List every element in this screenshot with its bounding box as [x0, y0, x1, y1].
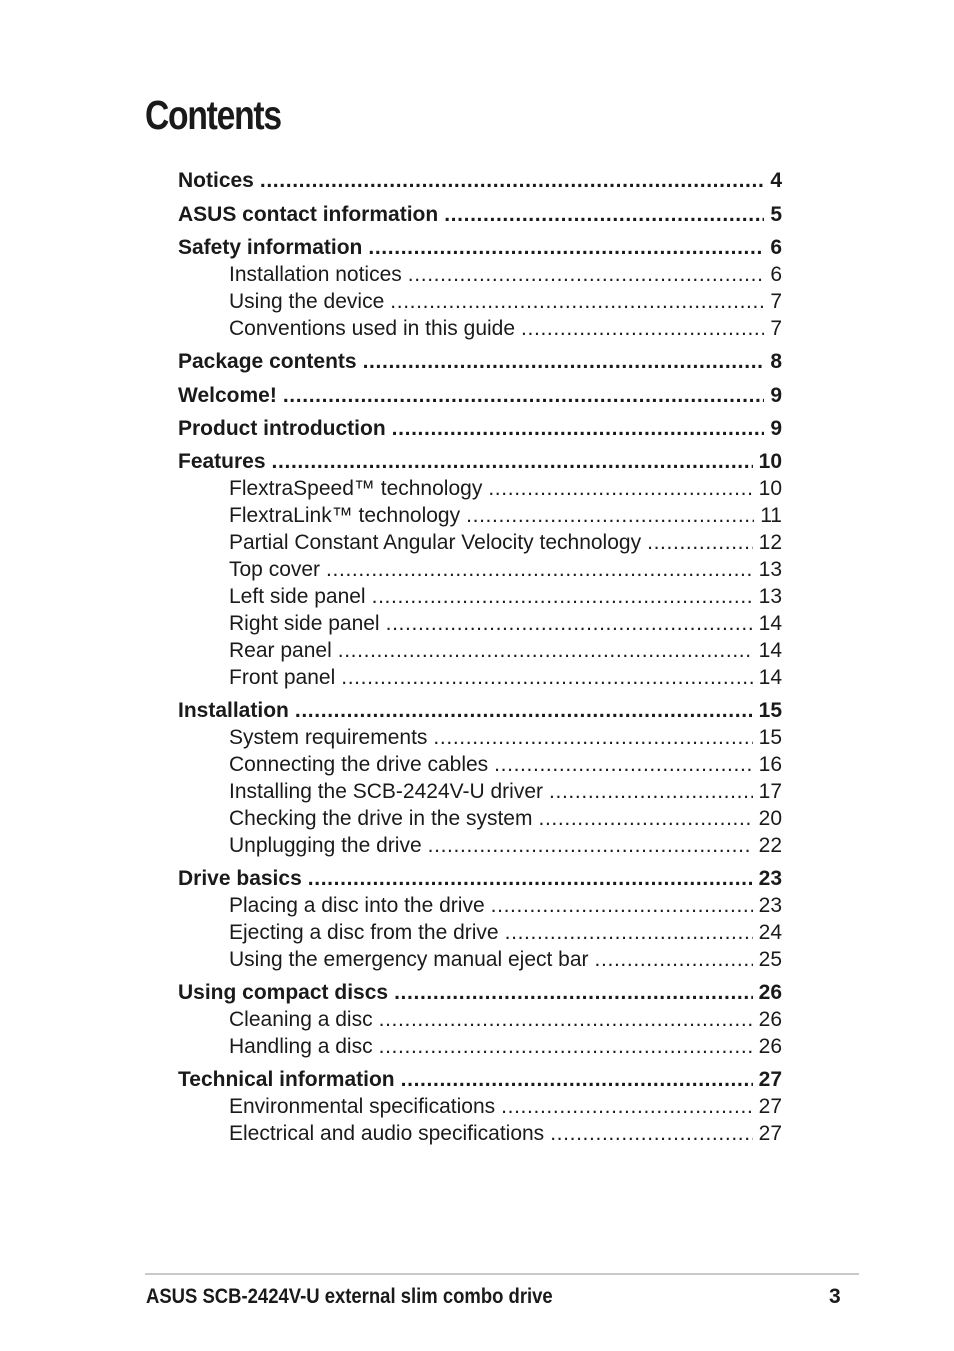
- toc-entry-label: Left side panel: [229, 585, 366, 608]
- toc-entry-page: 7: [770, 290, 782, 313]
- toc-entry-label: Package contents: [178, 350, 357, 373]
- toc-entry-page: 27: [758, 1095, 782, 1118]
- toc-entry-page: 15: [758, 726, 782, 749]
- dot-leader: [444, 201, 764, 228]
- toc-entry-label: Welcome!: [178, 384, 277, 407]
- dot-leader: [491, 892, 753, 919]
- toc-entry-label: Notices: [178, 169, 254, 192]
- toc-entry-installing-driver[interactable]: [229, 778, 782, 805]
- toc-entry-label: Rear panel: [229, 639, 332, 662]
- toc-entry-installation-notices[interactable]: [229, 261, 782, 288]
- toc-entry-page: 22: [758, 834, 782, 857]
- toc-entry-label: Installation notices: [229, 263, 402, 286]
- toc-entry-label: Using the emergency manual eject bar: [229, 948, 589, 971]
- toc-entry-page: 27: [758, 1122, 782, 1145]
- toc-entry-label: Safety information: [178, 236, 363, 259]
- toc-entry-page: 16: [758, 753, 782, 776]
- dot-leader: [390, 288, 764, 315]
- toc-entry-page: 14: [758, 612, 782, 635]
- toc-entry-label: Top cover: [229, 558, 321, 581]
- dot-leader: [326, 556, 753, 583]
- toc-entry-label: Placing a disc into the drive: [229, 894, 485, 917]
- toc-entry-page: 15: [758, 699, 782, 722]
- dot-leader: [379, 1033, 753, 1060]
- toc-entry-label: Connecting the drive cables: [229, 753, 489, 776]
- toc-entry-technical-information[interactable]: [178, 1066, 782, 1093]
- dot-leader: [295, 697, 753, 724]
- dot-leader: [363, 348, 765, 375]
- toc-entry-page: 10: [758, 450, 782, 473]
- toc-entry-welcome[interactable]: [178, 382, 782, 409]
- toc-entry-page: 27: [758, 1068, 782, 1091]
- toc-entry-page: 11: [760, 504, 782, 527]
- toc-entry-page: 25: [758, 948, 782, 971]
- toc-entry-using-compact-discs[interactable]: [178, 979, 782, 1006]
- dot-leader: [392, 415, 765, 442]
- toc-entry-page: 26: [758, 981, 782, 1004]
- toc-entry-page: 13: [758, 558, 782, 581]
- toc-entry-page: 14: [758, 639, 782, 662]
- toc-entry-page: 7: [770, 317, 782, 340]
- toc-entry-safety[interactable]: [178, 234, 782, 261]
- toc-entry-label: Front panel: [229, 666, 336, 689]
- toc-entry-page: 4: [770, 169, 782, 192]
- toc-entry-label: Unplugging the drive: [229, 834, 422, 857]
- toc-entry-label: Environmental specifications: [229, 1095, 496, 1118]
- toc-entry-label: Handling a disc: [229, 1035, 373, 1058]
- toc-entry-label: Checking the drive in the system: [229, 807, 533, 830]
- toc-entry-system-requirements[interactable]: [229, 724, 782, 751]
- toc-entry-page: 13: [758, 585, 782, 608]
- toc-entry-page: 12: [758, 531, 782, 554]
- dot-leader: [338, 637, 753, 664]
- toc-entry-label: Electrical and audio specifications: [229, 1122, 545, 1145]
- toc-entry-unplugging-drive[interactable]: [229, 832, 782, 859]
- toc-entry-page: 20: [758, 807, 782, 830]
- toc-entry-label: ASUS contact information: [178, 203, 439, 226]
- footer-divider: [145, 1273, 859, 1275]
- toc-entry-page: 23: [758, 894, 782, 917]
- toc-entry-label: Ejecting a disc from the drive: [229, 921, 499, 944]
- dot-leader: [428, 832, 753, 859]
- toc-entry-emergency-eject[interactable]: [229, 946, 782, 973]
- dot-leader: [401, 1066, 753, 1093]
- toc-entry-right-side-panel[interactable]: [229, 610, 782, 637]
- toc-entry-label: Cleaning a disc: [229, 1008, 373, 1031]
- toc-entry-label: Partial Constant Angular Velocity technology: [229, 531, 642, 554]
- toc-entry-page: 10: [758, 477, 782, 500]
- toc-entry-page: 6: [770, 263, 782, 286]
- toc-entry-top-cover[interactable]: [229, 556, 782, 583]
- toc-entry-features[interactable]: [178, 448, 782, 475]
- dot-leader: [394, 979, 753, 1006]
- toc-entry-drive-basics[interactable]: [178, 865, 782, 892]
- dot-leader: [494, 751, 752, 778]
- dot-leader: [488, 475, 752, 502]
- toc-entry-environmental-specs[interactable]: [229, 1093, 782, 1120]
- toc-entry-ejecting-disc[interactable]: [229, 919, 782, 946]
- toc-entry-page: 6: [770, 236, 782, 259]
- toc-entry-page: 26: [758, 1035, 782, 1058]
- footer-page-number: 3: [829, 1285, 841, 1308]
- toc-entry-handling-disc[interactable]: [229, 1033, 782, 1060]
- toc-entry-label: Conventions used in this guide: [229, 317, 516, 340]
- toc-entry-page: 9: [770, 417, 782, 440]
- toc-entry-product-introduction[interactable]: [178, 415, 782, 442]
- dot-leader: [283, 382, 765, 409]
- toc-entry-conventions[interactable]: [229, 315, 782, 342]
- dot-leader: [260, 167, 764, 194]
- toc-entry-using-device[interactable]: [229, 288, 782, 315]
- toc-entry-asus-contact[interactable]: [178, 201, 782, 228]
- toc-entry-placing-disc[interactable]: [229, 892, 782, 919]
- dot-leader: [272, 448, 753, 475]
- dot-leader: [466, 502, 754, 529]
- toc-entry-label: Using compact discs: [178, 981, 389, 1004]
- toc-entry-flextralink[interactable]: [229, 502, 782, 529]
- toc-entry-label: Technical information: [178, 1068, 395, 1091]
- dot-leader: [521, 315, 764, 342]
- toc-entry-flextraspeed[interactable]: [229, 475, 782, 502]
- toc-entry-label: Right side panel: [229, 612, 380, 635]
- dot-leader: [501, 1093, 753, 1120]
- toc-entry-cleaning-disc[interactable]: [229, 1006, 782, 1033]
- toc-entry-page: 9: [770, 384, 782, 407]
- dot-leader: [595, 946, 753, 973]
- toc-entry-label: FlextraSpeed™ technology: [229, 477, 483, 500]
- dot-leader: [550, 1120, 752, 1147]
- dot-leader: [368, 234, 764, 261]
- toc-entry-package-contents[interactable]: [178, 348, 782, 375]
- toc-entry-label: Installation: [178, 699, 289, 722]
- toc-entry-page: 26: [758, 1008, 782, 1031]
- toc-entry-left-side-panel[interactable]: [229, 583, 782, 610]
- dot-leader: [308, 865, 753, 892]
- dot-leader: [379, 1006, 753, 1033]
- toc-entry-rear-panel[interactable]: [229, 637, 782, 664]
- toc-entry-electrical-audio-specs[interactable]: [229, 1120, 782, 1147]
- toc-entry-page: 23: [758, 867, 782, 890]
- toc-entry-page: 17: [758, 780, 782, 803]
- toc-entry-installation[interactable]: [178, 697, 782, 724]
- toc-entry-pcav[interactable]: [229, 529, 782, 556]
- page-title: Contents: [145, 92, 281, 138]
- toc-entry-page: 24: [758, 921, 782, 944]
- dot-leader: [538, 805, 752, 832]
- toc-entry-label: Using the device: [229, 290, 385, 313]
- toc-entry-label: Features: [178, 450, 266, 473]
- dot-leader: [647, 529, 753, 556]
- toc-entry-checking-drive[interactable]: [229, 805, 782, 832]
- dot-leader: [433, 724, 752, 751]
- toc-entry-notices[interactable]: [178, 167, 782, 194]
- toc-entry-page: 5: [770, 203, 782, 226]
- toc-entry-connecting-cables[interactable]: [229, 751, 782, 778]
- dot-leader: [341, 664, 752, 691]
- toc-entry-page: 8: [770, 350, 782, 373]
- dot-leader: [372, 583, 753, 610]
- toc-entry-label: Installing the SCB-2424V-U driver: [229, 780, 543, 803]
- toc-entry-label: Product introduction: [178, 417, 386, 440]
- dot-leader: [408, 261, 765, 288]
- toc-entry-page: 14: [758, 666, 782, 689]
- footer-product-name: ASUS SCB-2424V-U external slim combo drive: [146, 1285, 553, 1308]
- dot-leader: [386, 610, 753, 637]
- dot-leader: [505, 919, 753, 946]
- toc-entry-label: FlextraLink™ technology: [229, 504, 461, 527]
- toc-entry-label: System requirements: [229, 726, 428, 749]
- dot-leader: [549, 778, 753, 805]
- toc-entry-front-panel[interactable]: [229, 664, 782, 691]
- toc-entry-label: Drive basics: [178, 867, 302, 890]
